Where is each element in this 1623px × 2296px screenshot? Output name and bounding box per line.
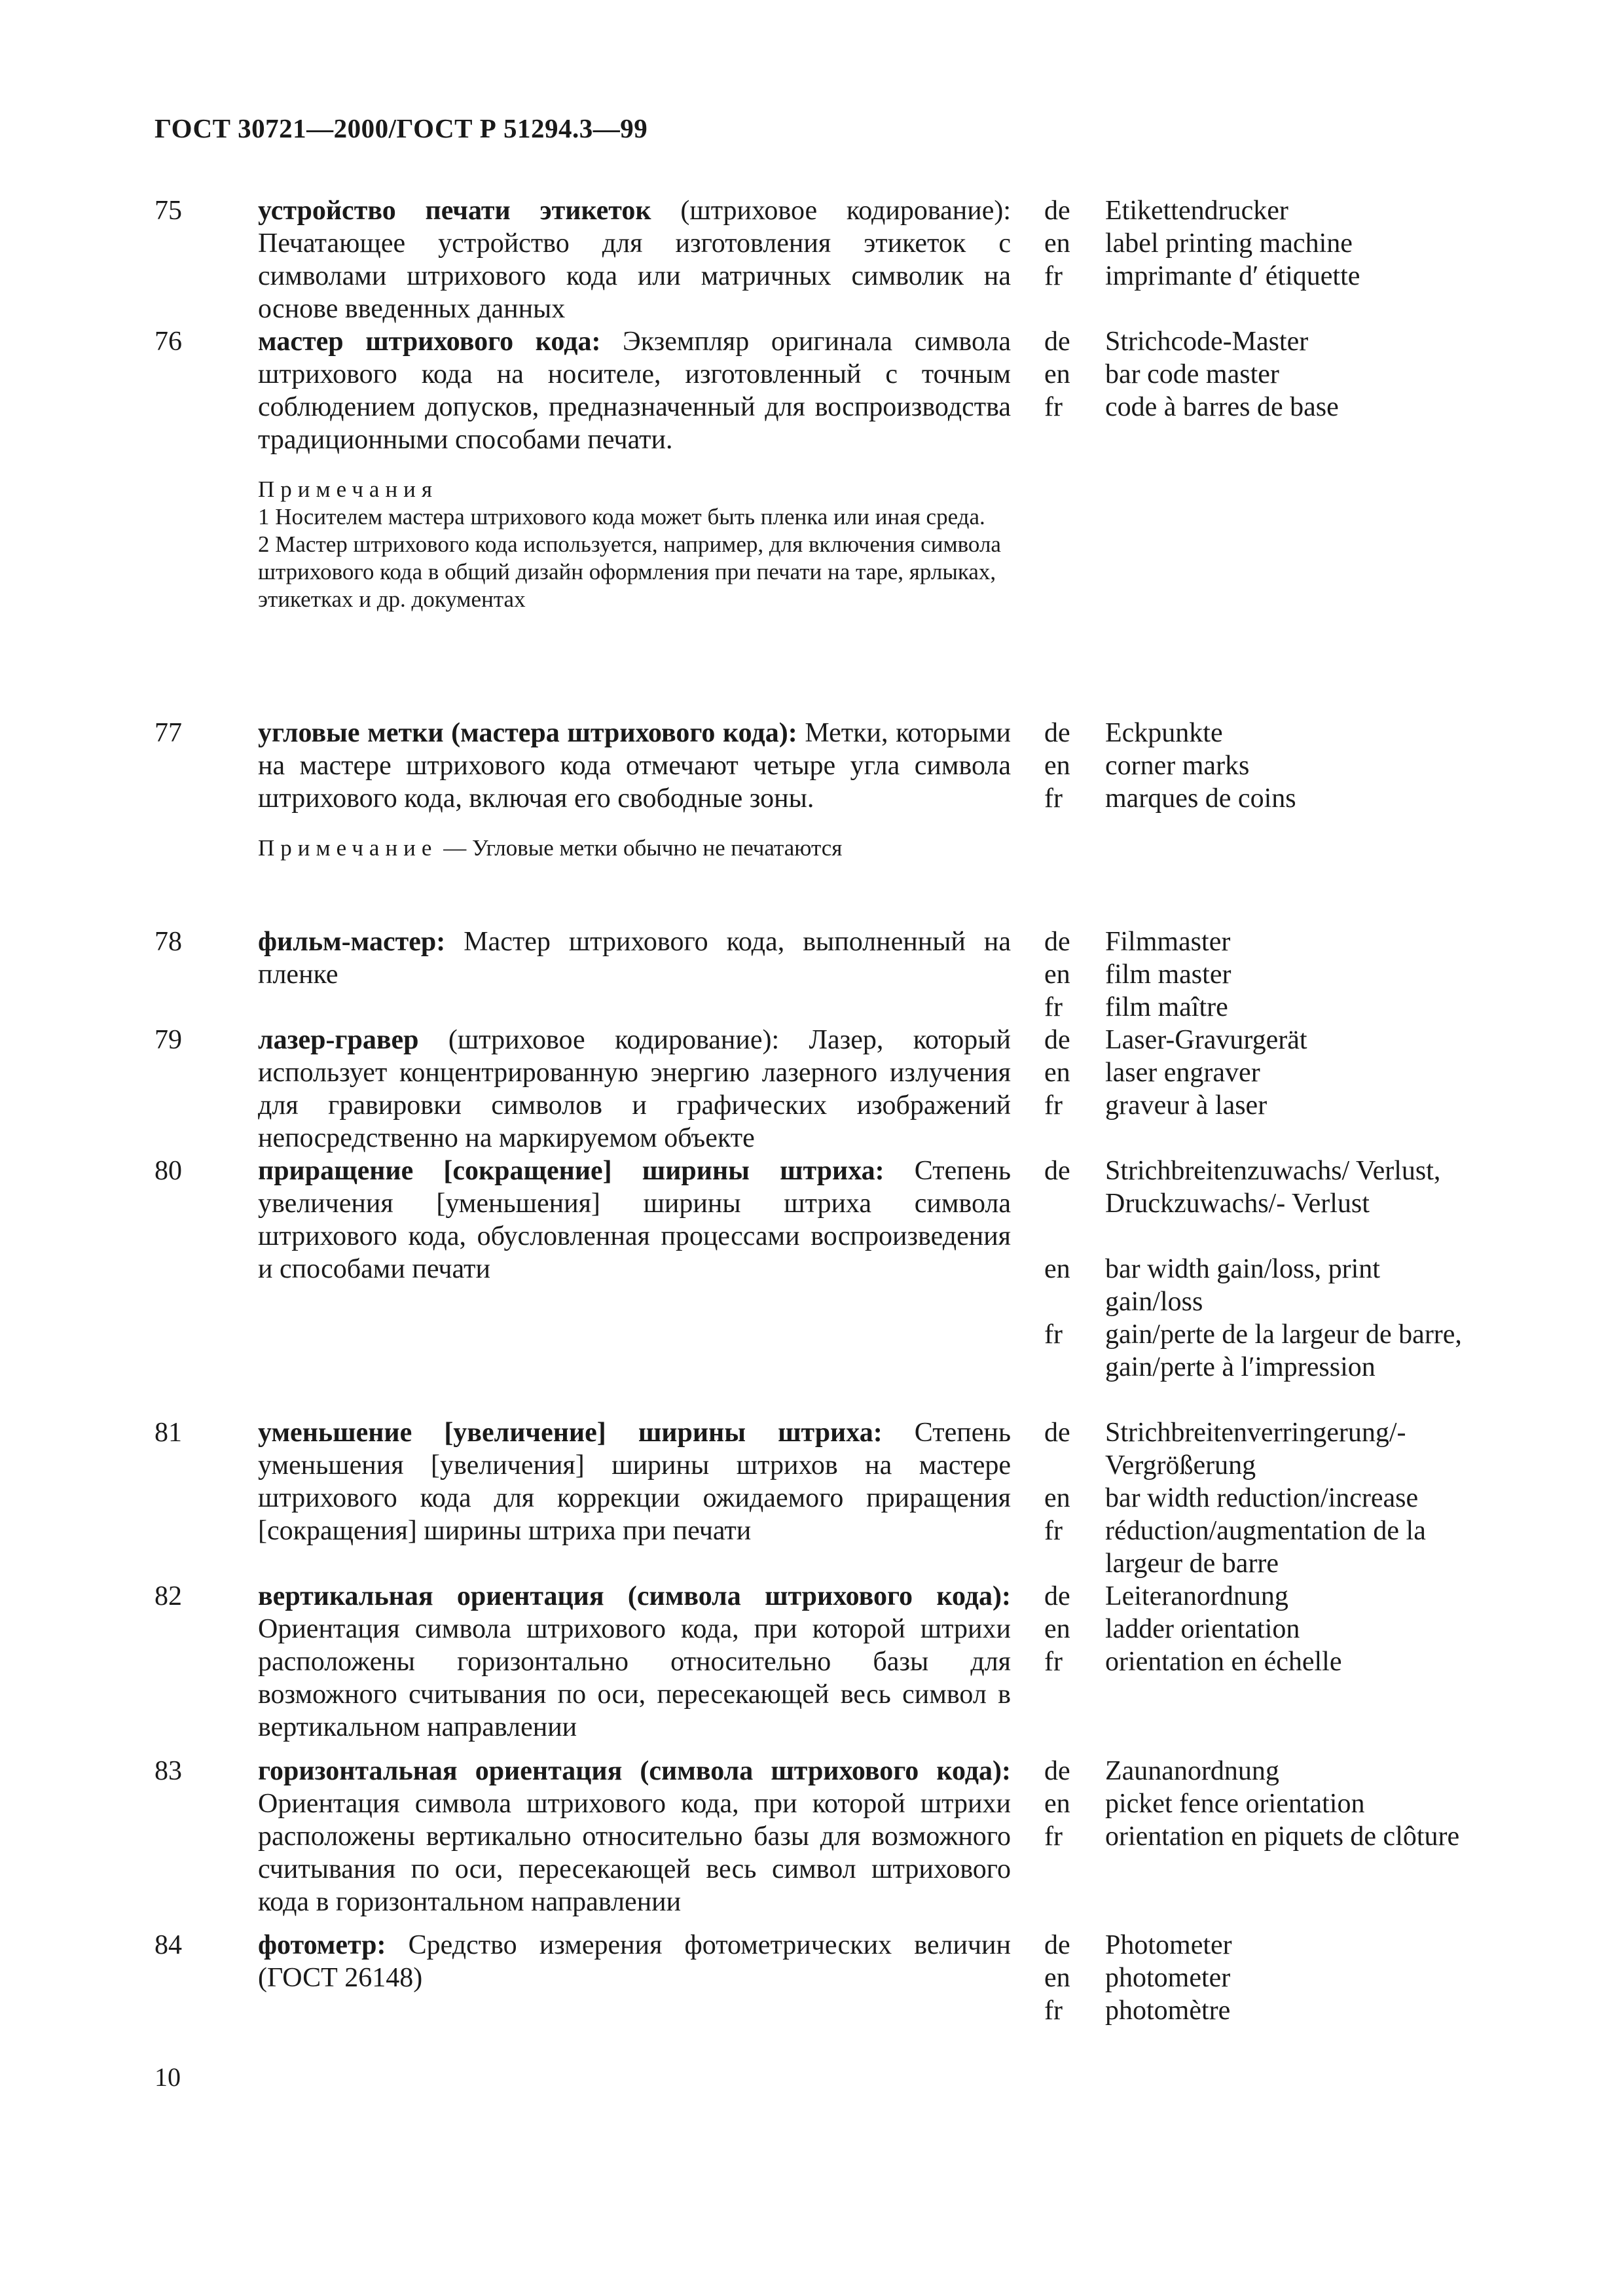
equivalent-term: graveur à laser [1105,1090,1267,1121]
note-text: — Угловые метки обычно не печатаются [437,835,843,861]
page-header: ГОСТ 30721—2000/ГОСТ Р 51294.3—99 [155,113,648,143]
note-title: Примечания [258,476,439,502]
lang-code: de [1044,1418,1070,1448]
equivalent-term: imprimante d′ étiquette [1105,261,1360,291]
equivalent-term: film maître [1105,992,1228,1022]
note-line: 1 Носителем мастера штрихового кода может быть пленка или иная среда. [258,504,985,529]
term-description: (штриховое кодирование): Лазер, который использует концентрированную энергию лазерного излучения для гравировки символов и графических изображений непосредственно на маркируемом объекте [258,1025,1011,1153]
equivalent-term: photometer [1105,1963,1231,1993]
equivalent-term: label printing machine [1105,228,1353,259]
equivalent-term: picket fence orientation [1105,1789,1365,1819]
term-name: мастер штрихового кода: [258,327,601,357]
term-definition [258,1580,1011,1744]
term-description: (штриховое кодирование): Печатающее устройство для изготовления этикеток с символами штрихового кода или матричных символик на основе введенных данных [258,196,1011,324]
equivalent-term: laser engraver [1105,1058,1260,1088]
term-number: 83 [155,1756,182,1786]
term-name: горизонтальная ориентация (символа штрихового кода): [258,1756,1011,1786]
equivalent-term: photomètre [1105,1996,1231,2026]
term-definition [258,1024,1011,1155]
term-description: Ориентация символа штрихового кода, при которой штрихи расположены вертикально относительно базы для возможного считывания по оси, пересекающей весь символ штрихового кода в горизонтальном направлении [258,1789,1011,1917]
equivalent-term: orientation en piquets de clôture [1105,1821,1460,1852]
lang-code: fr [1044,1647,1063,1677]
equivalent-term: marques de coins [1105,783,1296,814]
lang-code: de [1044,1930,1070,1960]
term-note [258,476,1011,613]
term-definition [258,194,1011,325]
lang-code: fr [1044,261,1063,291]
term-number: 77 [155,718,182,748]
equivalent-term: Zaunanordnung [1105,1756,1279,1786]
equivalent-term: Strichbreitenzuwachs/ Verlust, Druckzuwachs/- Verlust [1105,1156,1441,1219]
equivalent-term: Strichbreitenverringerung/- Vergrößerung [1105,1418,1406,1480]
lang-code: de [1044,1756,1070,1786]
lang-code: en [1044,1963,1070,1993]
lang-code: en [1044,359,1070,389]
lang-code: de [1044,196,1070,226]
term-number: 76 [155,327,182,357]
term-name: устройство печати этикеток [258,196,651,226]
term-number: 81 [155,1418,182,1448]
term-description: Метки, которыми на мастере штрихового кода отмечают четыре угла символа штрихового кода, включая его свободные зоны. [258,718,1011,814]
term-number: 75 [155,196,182,226]
term-number: 84 [155,1930,182,1960]
term-definition [258,925,1011,991]
term-definition [258,1416,1011,1547]
term-definition [258,325,1011,613]
equivalent-term: réduction/augmentation de la largeur de barre [1105,1516,1426,1579]
lang-code: fr [1044,783,1063,814]
lang-code: de [1044,718,1070,748]
equivalent-term: bar width reduction/increase [1105,1483,1419,1513]
note-line: 2 Мастер штрихового кода используется, например, для включения символа штрихового кода в общий дизайн оформления при печати на таре, ярлыках, этикетках и др. документах [258,531,1001,612]
lang-code: de [1044,1581,1070,1611]
term-name: вертикальная ориентация (символа штрихового кода): [258,1581,1011,1611]
term-number: 79 [155,1025,182,1055]
equivalent-term: Laser-Gravurgerät [1105,1025,1307,1055]
equivalent-term: orientation en échelle [1105,1647,1342,1677]
lang-code: en [1044,1058,1070,1088]
equivalent-term: Photometer [1105,1930,1232,1960]
lang-code: en [1044,228,1070,259]
note-title: Примечание [258,835,438,861]
term-description: Степень увеличения [уменьшения] ширины штриха символа штрихового кода, обусловленная процессами воспроизведения и способами печати [258,1156,1011,1284]
lang-code: fr [1044,1516,1063,1546]
term-number: 78 [155,927,182,957]
lang-code: en [1044,960,1070,990]
term-definition [258,1155,1011,1285]
term-definition [258,1755,1011,1918]
term-description: Средство измерения фотометрических величин (ГОСТ 26148) [258,1930,1011,1993]
term-name: уменьшение [увеличение] ширины штриха: [258,1418,883,1448]
lang-code: de [1044,327,1070,357]
equivalent-term: Etikettendrucker [1105,196,1288,226]
lang-code: fr [1044,392,1063,422]
term-name: приращение [сокращение] ширины штриха: [258,1156,884,1186]
equivalent-term: film master [1105,960,1231,990]
term-description: Экземпляр оригинала символа штрихового кода на носителе, изготовленный с точным соблюдением допусков, предназначенный для воспроизводства традиционными способами печати. [258,327,1011,455]
equivalent-term: Eckpunkte [1105,718,1223,748]
lang-code: de [1044,1156,1070,1186]
lang-code: en [1044,1789,1070,1819]
lang-code: fr [1044,1821,1063,1852]
equivalent-term: Strichcode-Master [1105,327,1309,357]
equivalent-term: Filmmaster [1105,927,1231,957]
lang-code: en [1044,1254,1070,1284]
equivalent-term: corner marks [1105,751,1250,781]
lang-code: en [1044,1614,1070,1644]
equivalent-term: bar width gain/loss, print gain/loss [1105,1254,1380,1317]
equivalent-term: gain/perte de la largeur de barre, gain/perte à l′impression [1105,1319,1462,1382]
lang-code: en [1044,751,1070,781]
lang-code: de [1044,1025,1070,1055]
lang-code: fr [1044,992,1063,1022]
term-name: фотометр: [258,1930,386,1960]
term-note [258,834,1011,862]
page-number: 10 [155,2062,181,2092]
term-name: угловые метки (мастера штрихового кода): [258,718,797,748]
term-number: 80 [155,1156,182,1186]
equivalent-term: bar code master [1105,359,1279,389]
equivalent-term: code à barres de base [1105,392,1339,422]
lang-code: fr [1044,1319,1063,1350]
term-description: Мастер штрихового кода, выполненный на пленке [258,927,1011,990]
lang-code: fr [1044,1090,1063,1121]
term-name: лазер-гравер [258,1025,419,1055]
lang-code: de [1044,927,1070,957]
equivalent-term: ladder orientation [1105,1614,1300,1644]
term-description: Степень уменьшения [увеличения] ширины штрихов на мастере штрихового кода для коррекции ожидаемого приращения [сокращения] ширины штриха при печати [258,1418,1011,1546]
term-name: фильм-мастер: [258,927,446,957]
term-number: 82 [155,1581,182,1611]
term-definition [258,717,1011,862]
lang-code: fr [1044,1996,1063,2026]
equivalent-term: Leiteranordnung [1105,1581,1288,1611]
term-description: Ориентация символа штрихового кода, при которой штрихи расположены горизонтально относительно базы для возможного считывания по оси, пересекающей весь символ в вертикальном направлении [258,1614,1011,1742]
lang-code: en [1044,1483,1070,1513]
term-definition [258,1929,1011,1994]
